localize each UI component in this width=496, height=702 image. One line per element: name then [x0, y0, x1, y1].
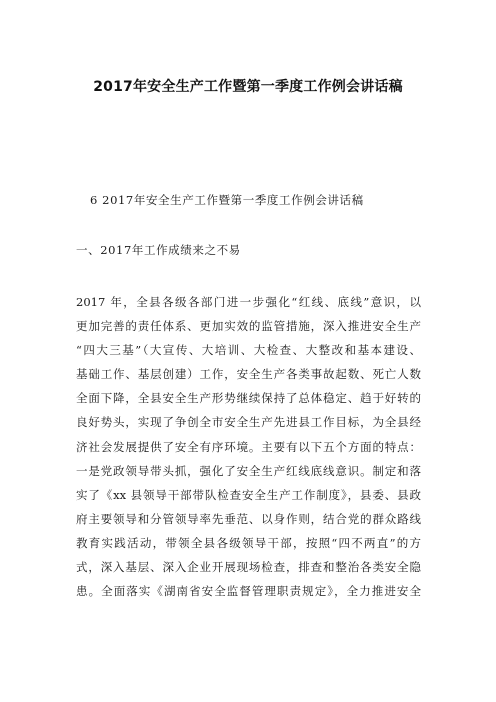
- body-paragraph: [76, 290, 421, 603]
- body-line: 式，深入基层、深入企业开展现场检查，排查和整治各类安全隐: [76, 560, 421, 575]
- section-heading: 一、2017年工作成绩来之不易: [76, 243, 241, 257]
- body-line: 济社会发展提供了安全有序环境。主要有以下五个方面的特点：: [76, 439, 421, 454]
- body-line: 基础工作、基层创建）工作，安全生产各类事故起数、死亡人数: [76, 367, 421, 382]
- body-line: 2017 年，全县各级各部门进一步强化“红线、底线”意识，以: [76, 295, 421, 309]
- document-subtitle: 6 2017年安全生产工作暨第一季度工作例会讲话稿: [90, 193, 364, 207]
- body-line: 更加完善的责任体系、更加实效的监管措施，深入推进安全生产: [76, 319, 421, 334]
- body-line: 全面下降，全县安全生产形势继续保持了总体稳定、趋于好转的: [76, 391, 421, 406]
- body-line: 府主要领导和分管领导率先垂范、以身作则，结合党的群众路线: [76, 511, 421, 526]
- body-line: 实了《xx 县领导干部带队检查安全生产工作制度》，县委、县政: [76, 487, 421, 502]
- body-line: 良好势头，实现了争创全市安全生产先进县工作目标，为全县经: [76, 415, 421, 430]
- document-title: 2017年安全生产工作暨第一季度工作例会讲话稿: [93, 79, 403, 95]
- body-line: 患。全面落实《湖南省安全监督管理职责规定》，全力推进安全: [76, 584, 421, 599]
- body-line: 一是党政领导带头抓，强化了安全生产红线底线意识。制定和落: [76, 463, 421, 478]
- body-line: 教育实践活动，带领全县各级领导干部，按照“四不两直”的方: [76, 535, 421, 550]
- body-line: “四大三基”（大宣传、大培训、大检查、大整改和基本建设、: [76, 343, 421, 358]
